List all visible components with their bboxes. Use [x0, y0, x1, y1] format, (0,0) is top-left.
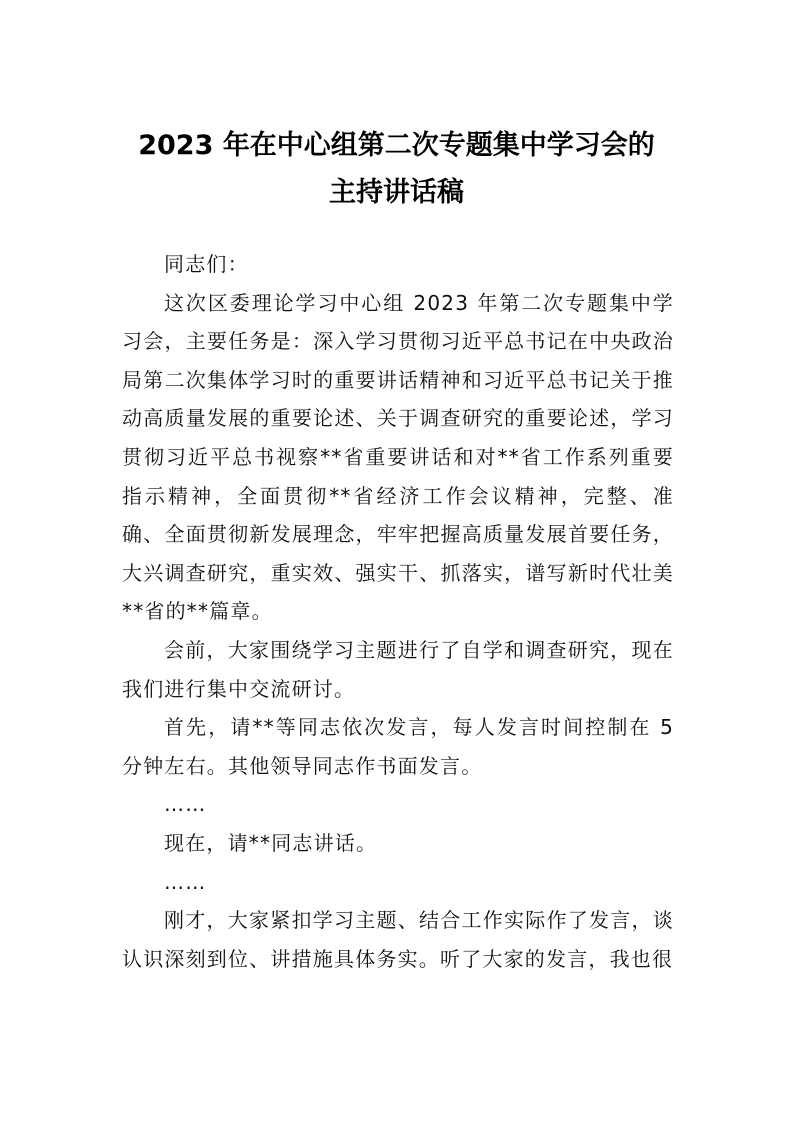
- body-paragraph-summary: 刚才，大家紧扣学习主题、结合工作实际作了发言，谈认识深刻到位、讲措施具体务实。听了大家的发言，我也很: [122, 908, 674, 971]
- document-title-line-1: 2023 年在中心组第二次专题集中学习会的: [138, 130, 655, 161]
- body-paragraph-intro: 这次区委理论学习中心组 2023 年第二次专题集中学习会，主要任务是：深入学习贯彻习近平总书记在中央政治局第二次集体学习时的重要讲话精神和习近平总书记关于推动高质量发展的重要论述、关于调查研究的重要论述，学习贯彻习近平总书视察**省重要讲话和对**省工作系列重要指示精神，全面贯彻**省经济工作会议精神，完整、准确、全面贯彻新发展理念，牢牢把握高质量发展首要任务，大兴调查研究，重实效、强实干、抓落实，谱写新时代壮美**省的**篇章。: [122, 290, 674, 624]
- body-paragraph-invite-speech: 现在，请**同志讲话。: [164, 830, 378, 855]
- ellipsis-paragraph-2: ……: [164, 869, 207, 894]
- salutation-paragraph: 同志们：: [164, 252, 249, 276]
- document-body: [122, 245, 674, 978]
- body-paragraph-preparation: 会前，大家围绕学习主题进行了自学和调查研究，现在我们进行集中交流研讨。: [122, 637, 674, 701]
- document-title-line-2: 主持讲话稿: [329, 177, 464, 208]
- body-paragraph-speaking-order: 首先，请**等同志依次发言，每人发言时间控制在 5 分钟左右。其他领导同志作书面发言。: [122, 715, 674, 778]
- ellipsis-paragraph-1: ……: [164, 792, 207, 817]
